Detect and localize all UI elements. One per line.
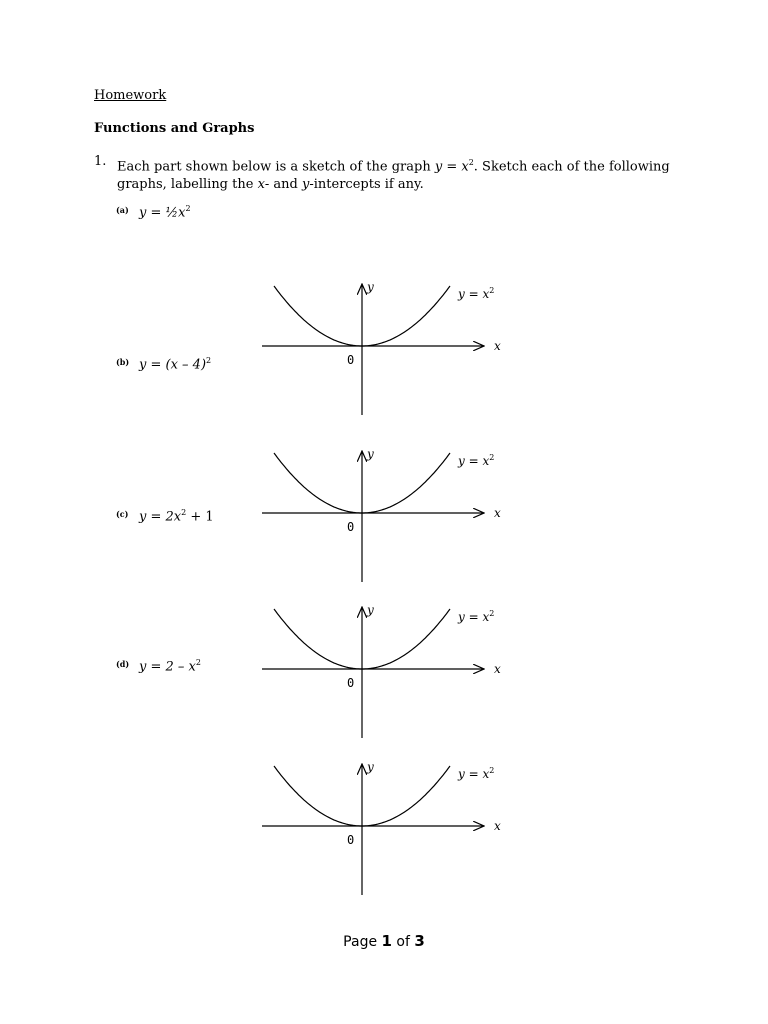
part-eq-c-main: y = 2x bbox=[139, 509, 182, 525]
footer-page-number: 1 bbox=[381, 932, 392, 950]
question-number: 1. bbox=[94, 154, 107, 169]
question-line2-mid: - and bbox=[264, 177, 303, 193]
x-axis-label: x bbox=[494, 662, 501, 676]
homework-heading: Homework bbox=[94, 88, 167, 103]
part-eq-c-post: + 1 bbox=[186, 509, 214, 525]
part-eq-d-exp: 2 bbox=[195, 658, 201, 667]
y-axis-label: y bbox=[367, 447, 374, 461]
curve-label-exponent: 2 bbox=[489, 609, 495, 618]
section-title: Functions and Graphs bbox=[94, 121, 255, 136]
part-eq-b-exp: 2 bbox=[206, 356, 212, 365]
part-label-c: (c) bbox=[116, 509, 129, 519]
y-axis-label: y bbox=[367, 280, 374, 294]
curve-label: $y = x^2$ bbox=[458, 286, 495, 301]
curve-label: $y = x^2$ bbox=[458, 766, 495, 781]
question-x-var: x bbox=[257, 177, 265, 193]
origin-label: 0 bbox=[347, 676, 355, 690]
curve-label-exponent: 2 bbox=[489, 766, 495, 775]
question-y-var: y bbox=[302, 177, 310, 193]
question-line1-pre: Each part shown below is a sketch of the graph bbox=[117, 159, 435, 175]
y-axis-label: y bbox=[367, 603, 374, 617]
part-eq-a-exp: 2 bbox=[185, 204, 191, 213]
curve-label-exponent: 2 bbox=[489, 286, 495, 295]
curve-label: $y = x^2$ bbox=[458, 609, 495, 624]
origin-label: 0 bbox=[347, 353, 355, 367]
y-axis-label: y bbox=[367, 760, 374, 774]
page-footer bbox=[0, 932, 768, 950]
x-axis-label: x bbox=[494, 819, 501, 833]
part-eq-c-exp: 2 bbox=[181, 508, 187, 517]
part-label-b: (b) bbox=[116, 357, 130, 367]
question-line2-pre: graphs, labelling the bbox=[117, 177, 258, 193]
part-eq-d-main: y = 2 – x bbox=[139, 659, 196, 675]
footer-page-total: 3 bbox=[414, 932, 425, 950]
question-line1-post: . Sketch each of the following bbox=[473, 159, 670, 175]
x-axis-label: x bbox=[494, 506, 501, 520]
curve-label: $y = x^2$ bbox=[458, 453, 495, 468]
question-line2-post: -intercepts if any. bbox=[309, 177, 424, 193]
origin-label: 0 bbox=[347, 520, 355, 534]
part-eq-a-main: y = ½x bbox=[139, 205, 186, 221]
x-axis-label: x bbox=[494, 339, 501, 353]
curve-label-exponent: 2 bbox=[489, 453, 495, 462]
part-label-a: (a) bbox=[116, 205, 129, 215]
question-graph-exp: 2 bbox=[468, 158, 474, 167]
part-label-d: (d) bbox=[116, 659, 130, 669]
origin-label: 0 bbox=[347, 833, 355, 847]
part-eq-b-main: y = (x – 4) bbox=[139, 357, 207, 373]
footer-page-word: Page bbox=[343, 934, 378, 950]
question-graph-eq: y = x bbox=[434, 159, 469, 175]
footer-of-word: of bbox=[396, 934, 410, 950]
